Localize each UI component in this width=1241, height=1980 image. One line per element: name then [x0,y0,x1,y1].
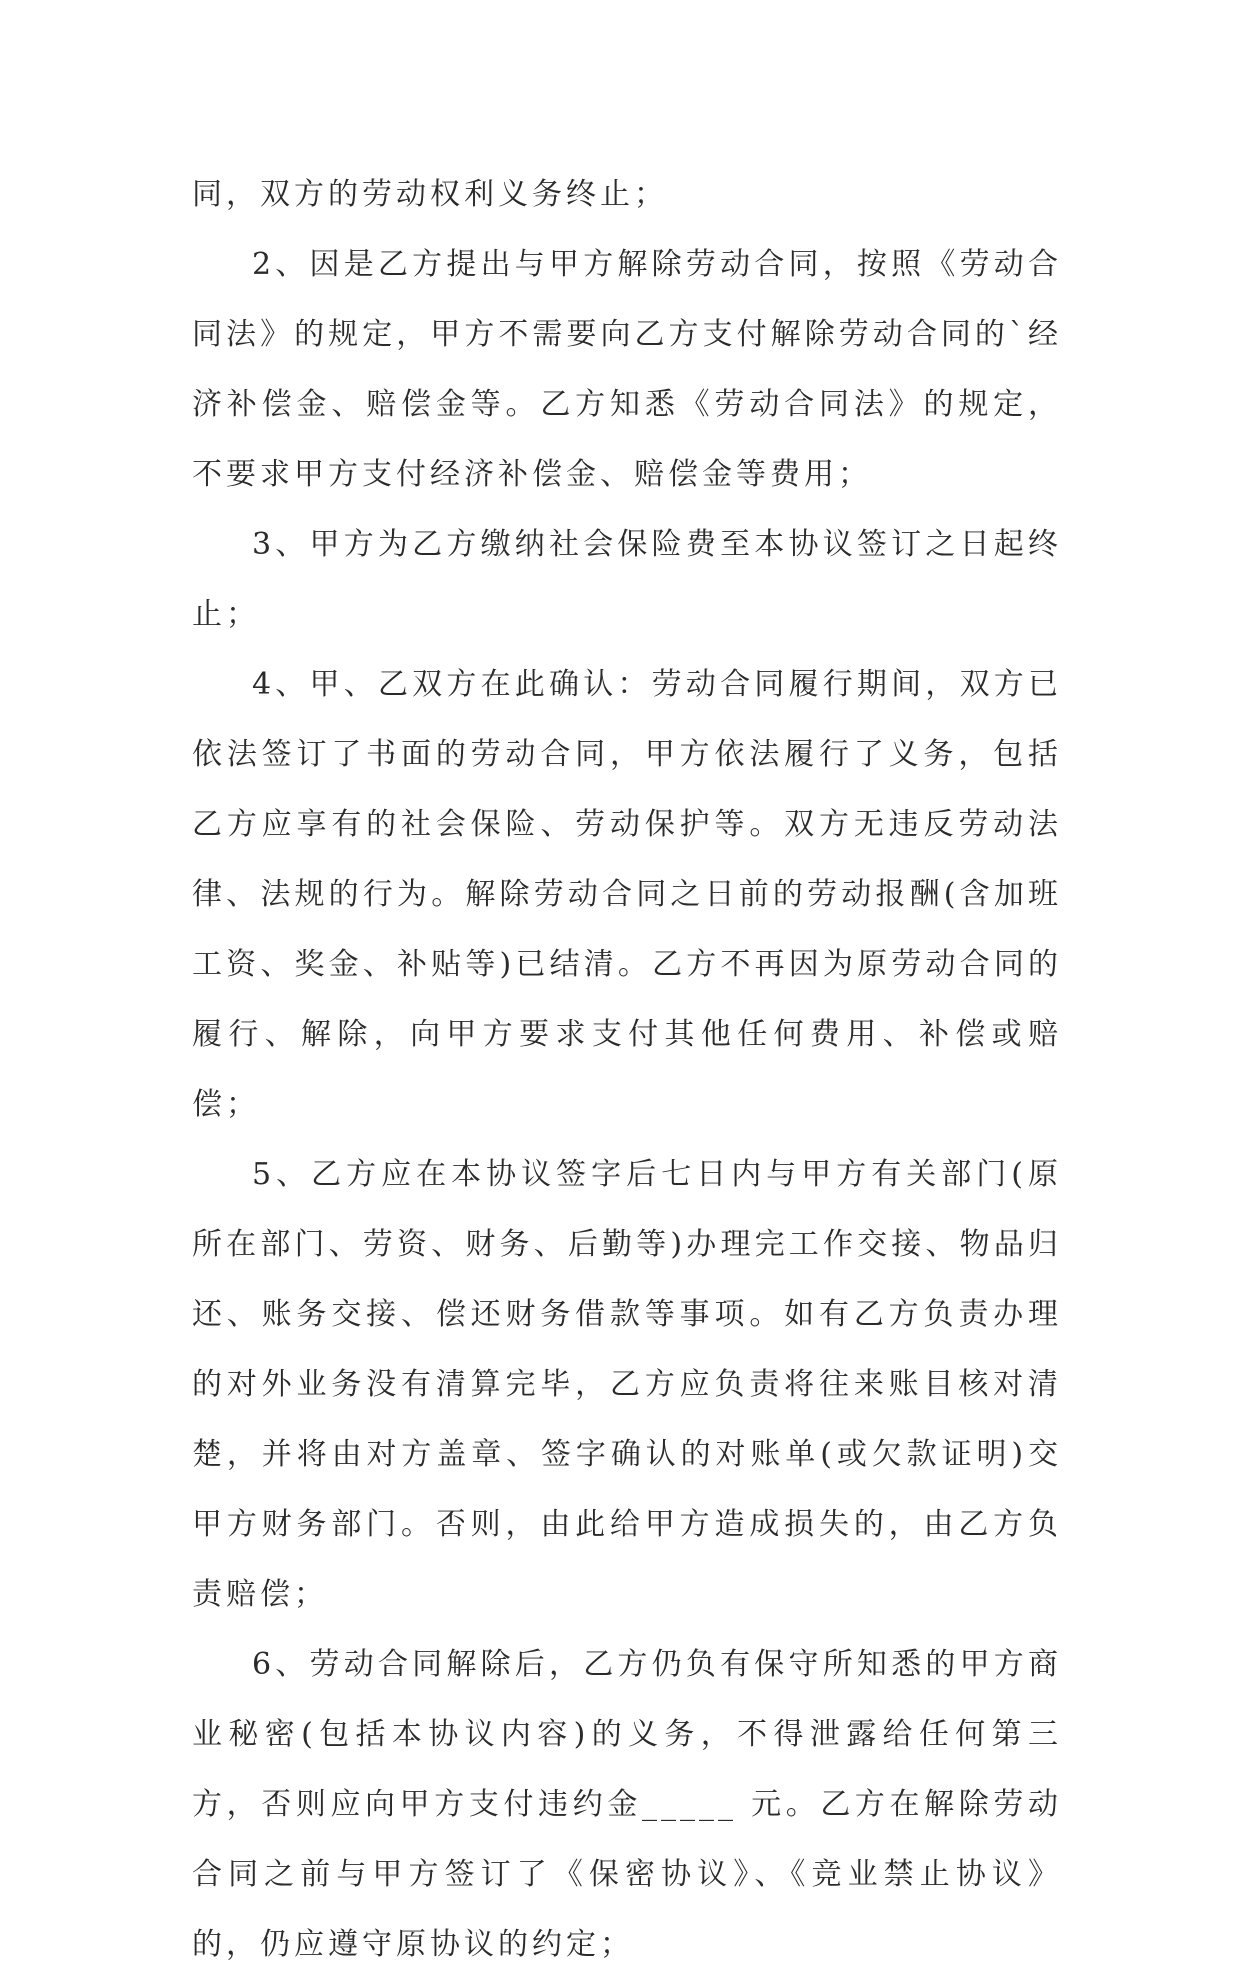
paragraph-clause-5: 5、乙方应在本协议签字后七日内与甲方有关部门(原所在部门、劳资、财务、后勤等)办理完工作交接、物品归还、账务交接、偿还财务借款等事项。如有乙方负责办理的对外业务没有清算完毕，乙方应负责将往来账目核对清楚，并将由对方盖章、签字确认的对账单(或欠款证明)交甲方财务部门。否则，由此给甲方造成损失的，由乙方负责赔偿； [192,1157,1062,1612]
document-body [192,160,1062,1980]
paragraph-clause-6: 6、劳动合同解除后，乙方仍负有保守所知悉的甲方商业秘密(包括本协议内容)的义务，不得泄露给任何第三方，否则应向甲方支付违约金_____ 元。乙方在解除劳动合同之前与甲方签订了《保密协议》、《竞业禁止协议》的，仍应遵守原协议的约定； [192,1647,1062,1962]
paragraph-clause-4: 4、甲、乙双方在此确认：劳动合同履行期间，双方已依法签订了书面的劳动合同，甲方依法履行了义务，包括乙方应享有的社会保险、劳动保护等。双方无违反劳动法律、法规的行为。解除劳动合同之日前的劳动报酬(含加班工资、奖金、补贴等)已结清。乙方不再因为原劳动合同的履行、解除，向甲方要求支付其他任何费用、补偿或赔偿； [192,667,1062,1122]
paragraph-clause-3: 3、甲方为乙方缴纳社会保险费至本协议签订之日起终止； [192,527,1062,632]
paragraph-clause-2: 2、因是乙方提出与甲方解除劳动合同，按照《劳动合同法》的规定，甲方不需要向乙方支付解除劳动合同的`经济补偿金、赔偿金等。乙方知悉《劳动合同法》的规定，不要求甲方支付经济补偿金、赔偿金等费用； [192,247,1062,492]
paragraph-continuation: 同，双方的劳动权利义务终止； [192,177,668,212]
